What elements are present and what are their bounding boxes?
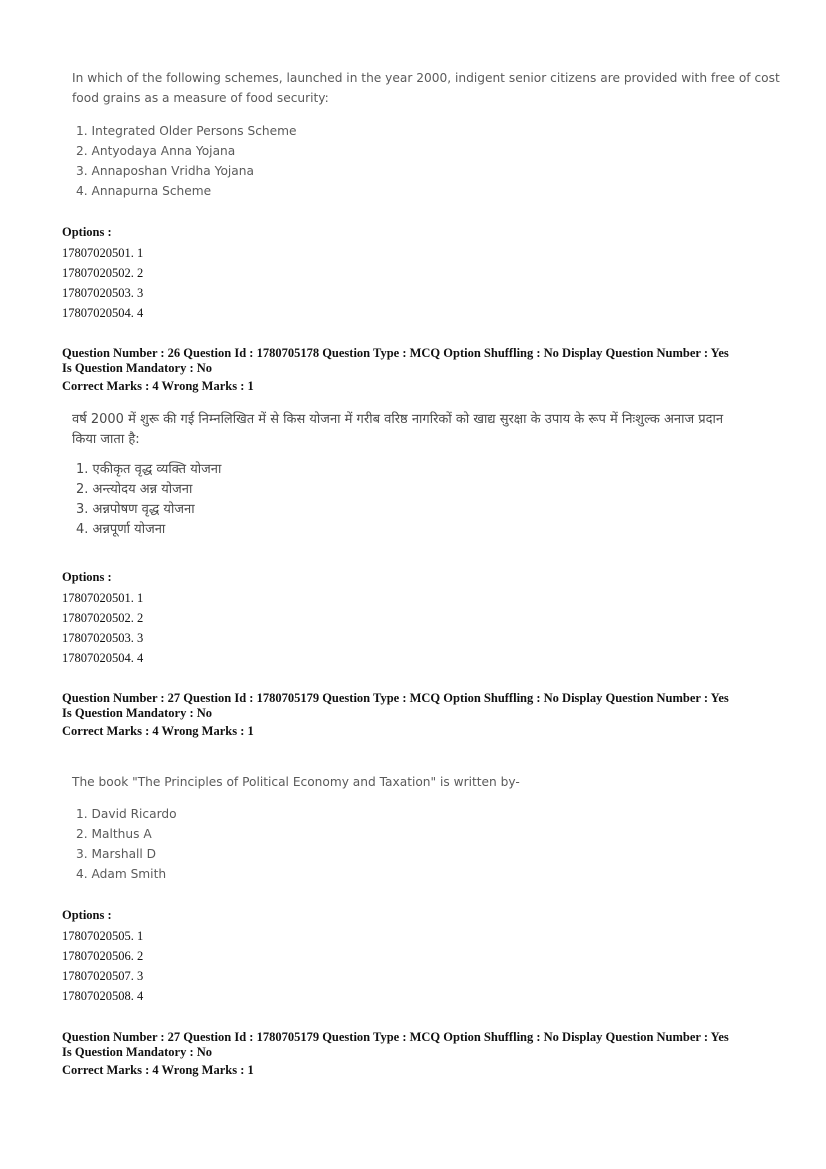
answer-option: 17807020504. 4: [62, 306, 144, 320]
question-meta-line: Question Number : 27 Question Id : 1780705179 Question Type : MCQ Option Shuffling : No Display Question Number : Yes: [62, 1030, 729, 1044]
question-option: 1. David Ricardo: [76, 807, 177, 821]
question-option: 2. अन्त्योदय अन्न योजना: [76, 482, 193, 497]
question-meta-line: Is Question Mandatory : No: [62, 1045, 213, 1059]
answer-option: 17807020508. 4: [62, 989, 144, 1003]
question-meta-line: Question Number : 27 Question Id : 1780705179 Question Type : MCQ Option Shuffling : No Display Question Number : Yes: [62, 691, 729, 705]
question-meta: [62, 691, 729, 739]
question-text-line: food grains as a measure of food security:: [72, 91, 329, 105]
question-option: 4. Annapurna Scheme: [76, 184, 212, 198]
answer-option: 17807020504. 4: [62, 651, 144, 665]
question-text-line: वर्ष 2000 में शुरू की गई निम्नलिखित में से किस योजना में गरीब वरिष्ठ नागरिकों को खाद्य सुरक्षा के उपाय के रूप में निःशुल्क अनाज प्रदान: [72, 412, 724, 427]
question-text-line: किया जाता है:: [72, 432, 140, 447]
marks-line: Correct Marks : 4 Wrong Marks : 1: [62, 379, 254, 393]
question-image-english-1: [72, 68, 780, 201]
question-option: 1. Integrated Older Persons Scheme: [76, 124, 297, 138]
options-label: Options :: [62, 570, 112, 584]
answer-list: [62, 926, 143, 1006]
answer-list: [62, 243, 143, 323]
question-text-line: The book "The Principles of Political Economy and Taxation" is written by-: [72, 775, 520, 789]
answer-option: 17807020503. 3: [62, 286, 144, 300]
answer-option: 17807020501. 1: [62, 591, 144, 605]
question-option: 2. Antyodaya Anna Yojana: [76, 144, 236, 158]
question-option: 4. अन्नपूर्णा योजना: [76, 522, 166, 537]
question-option: 2. Malthus A: [76, 827, 152, 841]
answer-option: 17807020505. 1: [62, 929, 144, 943]
answer-option: 17807020507. 3: [62, 969, 144, 983]
answer-list: [62, 588, 143, 668]
question-option: 3. Marshall D: [76, 847, 157, 861]
marks-line: Correct Marks : 4 Wrong Marks : 1: [62, 1063, 254, 1077]
answer-option: 17807020503. 3: [62, 631, 144, 645]
question-image-hindi: [72, 410, 723, 540]
question-text-line: In which of the following schemes, launched in the year 2000, indigent senior citizens are provided with free of cost: [72, 71, 780, 85]
answer-option: 17807020502. 2: [62, 611, 144, 625]
question-option: 4. Adam Smith: [76, 867, 167, 881]
question-meta: [62, 346, 729, 394]
question-option: 3. Annaposhan Vridha Yojana: [76, 164, 254, 178]
marks-line: Correct Marks : 4 Wrong Marks : 1: [62, 724, 254, 738]
question-meta-line: Is Question Mandatory : No: [62, 706, 213, 720]
question-meta-line: Is Question Mandatory : No: [62, 361, 213, 375]
question-image-english-2: [72, 772, 520, 884]
options-label: Options :: [62, 225, 112, 239]
answer-option: 17807020501. 1: [62, 246, 144, 260]
question-meta-line: Question Number : 26 Question Id : 1780705178 Question Type : MCQ Option Shuffling : No Display Question Number : Yes: [62, 346, 729, 360]
question-meta: [62, 1030, 729, 1078]
question-option: 3. अन्नपोषण वृद्ध योजना: [76, 502, 195, 517]
question-option: 1. एकीकृत वृद्ध व्यक्ति योजना: [76, 462, 222, 477]
options-label: Options :: [62, 908, 112, 922]
answer-option: 17807020502. 2: [62, 266, 144, 280]
answer-option: 17807020506. 2: [62, 949, 144, 963]
